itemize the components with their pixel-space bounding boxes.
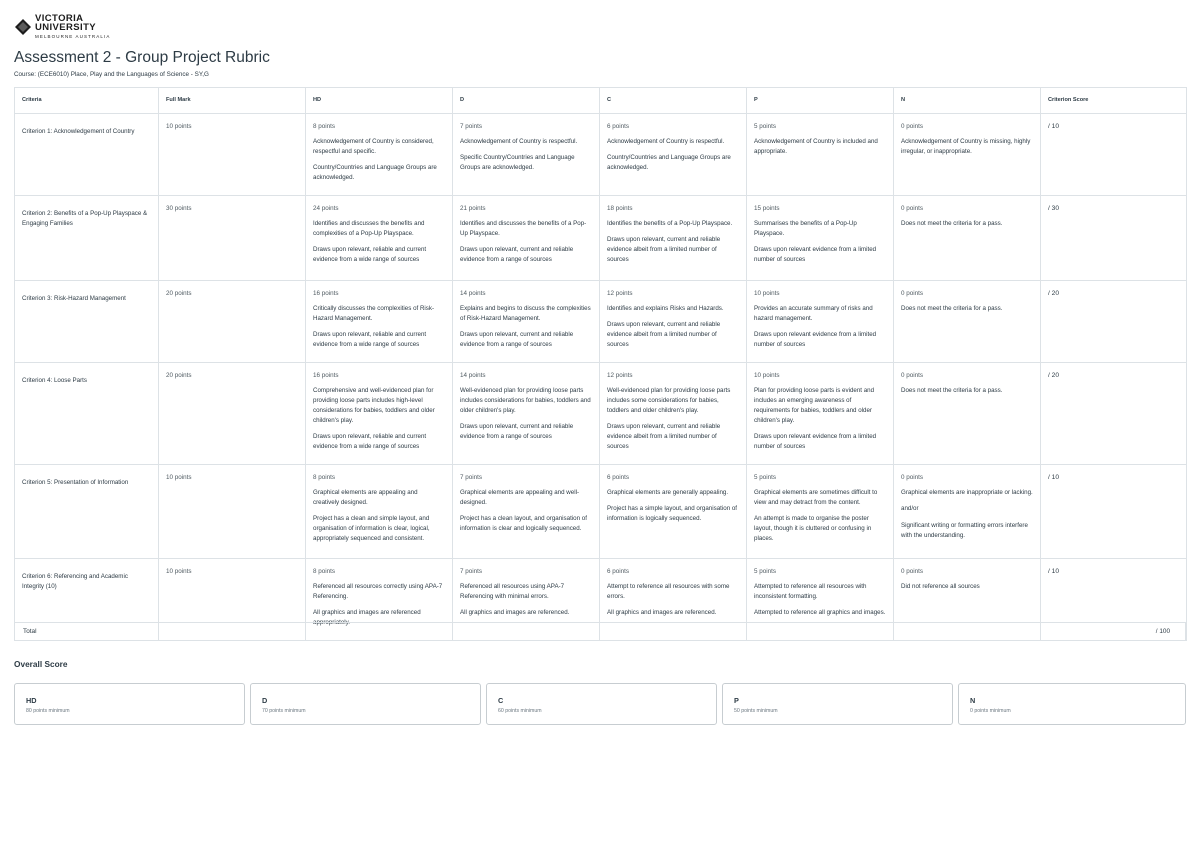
rating-description-line: Referenced all resources using APA-7 Referencing with minimal errors. — [460, 583, 565, 600]
rating-description-line: Draws upon relevant, reliable and current evidence from a wide range of sources — [313, 246, 427, 264]
rating-description — [754, 137, 886, 157]
rating-description — [754, 386, 886, 451]
rating-description — [901, 386, 1033, 396]
rating-cell[interactable] — [306, 465, 453, 559]
rating-points: 5 points — [754, 123, 777, 130]
rating-description-line: Graphical elements are inappropriate or lacking. — [901, 489, 1033, 497]
rating-description-line: Project has a clean and simple layout, and organisation of information is clear, logical, appropriately sequenced and consistent. — [313, 515, 430, 542]
total-value: / 100 — [1155, 628, 1170, 635]
rating-description — [901, 304, 1033, 314]
grade-minimum: 70 points minimum — [262, 708, 306, 714]
rating-description — [754, 488, 886, 543]
criterion-score: / 20 — [1041, 363, 1187, 465]
rating-description-line: Graphical elements are generally appealing. — [607, 489, 729, 497]
rating-description-line: Graphical elements are appealing and creatively designed. — [313, 489, 418, 506]
rating-description-line: Draws upon relevant, current and reliable evidence albeit from a limited number of sources — [607, 321, 721, 349]
header-criterion-score: Criterion Score — [1041, 88, 1187, 114]
rating-cell[interactable] — [453, 465, 600, 559]
rating-description — [460, 488, 592, 534]
rating-description — [460, 386, 592, 441]
rating-description-line: Acknowledgement of Country is included and appropriate. — [754, 138, 878, 155]
rating-description — [460, 137, 592, 173]
rating-cell[interactable] — [306, 281, 453, 363]
rating-description — [313, 219, 445, 265]
rating-points: 6 points — [607, 568, 630, 576]
rating-cell[interactable] — [894, 363, 1041, 465]
grade-minimum: 0 points minimum — [970, 708, 1011, 714]
rating-points: 6 points — [607, 123, 630, 130]
rating-points: 10 points — [754, 290, 780, 298]
rating-points: 18 points — [607, 205, 633, 213]
rating-points: 14 points — [460, 290, 486, 298]
rating-description-line: Graphical elements are appealing and well-designed. — [460, 489, 580, 506]
rating-description-line: Draws upon relevant, current and reliable evidence albeit from a limited number of sources — [607, 236, 721, 264]
total-label: Total — [23, 628, 37, 635]
header-c: C — [600, 88, 747, 114]
rating-points: 8 points — [313, 123, 336, 130]
criterion-row — [15, 196, 1187, 281]
criterion-full-mark: 20 points — [159, 363, 306, 465]
rating-description-line: Did not reference all sources — [901, 583, 980, 591]
rating-description-line: Does not meet the criteria for a pass. — [901, 305, 1003, 313]
rating-description-line: Provides an accurate summary of risks and hazard management. — [754, 305, 873, 322]
rating-cell[interactable] — [600, 114, 747, 196]
rating-description-line: Draws upon relevant, reliable and current evidence from a wide range of sources — [313, 331, 427, 349]
rating-description-line: Identifies and explains Risks and Hazards. — [607, 305, 724, 313]
rating-description-line: Well-evidenced plan for providing loose parts includes considerations for babies, toddlers and older children's play. — [460, 387, 591, 414]
rating-cell[interactable] — [600, 281, 747, 363]
rating-description-line: Significant writing or formatting errors interfere with the understanding. — [901, 521, 1028, 539]
criterion-row — [15, 281, 1187, 363]
rating-description-line: Acknowledgement of Country is respectful. — [460, 138, 578, 145]
grade-card-n — [958, 683, 1186, 725]
rating-description-line: Acknowledgement of Country is respectful. — [607, 138, 725, 145]
rating-points: 24 points — [313, 205, 339, 213]
rating-description — [607, 219, 739, 265]
grade-minimum: 50 points minimum — [734, 708, 778, 714]
rating-cell[interactable] — [747, 363, 894, 465]
rating-description-line: Specific Country/Countries and Language Groups are acknowledged. — [460, 154, 575, 172]
rating-description — [313, 137, 445, 183]
rating-description — [313, 582, 445, 628]
rating-points: 10 points — [754, 372, 780, 380]
criterion-full-mark: 10 points — [159, 114, 306, 196]
rating-cell[interactable] — [453, 363, 600, 465]
header-p: P — [747, 88, 894, 114]
criterion-full-mark: 10 points — [159, 465, 306, 559]
header-d: D — [453, 88, 600, 114]
rating-description-line: Acknowledgement of Country is considered, respectful and specific. — [313, 138, 434, 155]
rating-description-line: Draws upon relevant evidence from a limited number of sources — [754, 331, 877, 349]
criterion-row — [15, 363, 1187, 465]
criterion-name: Criterion 5: Presentation of Information — [15, 465, 159, 559]
header-full-mark: Full Mark — [159, 88, 306, 114]
rating-description — [460, 219, 592, 265]
rating-cell[interactable] — [453, 114, 600, 196]
rating-cell[interactable] — [747, 114, 894, 196]
rating-description-line: Comprehensive and well-evidenced plan for providing loose parts includes high-level considerations for babies, toddlers and older children's play. — [313, 387, 435, 424]
rating-description-line: Draws upon relevant evidence from a limited number of sources — [754, 246, 877, 264]
rating-description — [754, 304, 886, 350]
rating-description-line: Identifies the benefits of a Pop-Up Playspace. — [607, 220, 733, 228]
rating-points: 7 points — [460, 568, 483, 576]
rating-cell[interactable] — [747, 465, 894, 559]
rating-description-line: Graphical elements are sometimes difficult to view and may detract from the content. — [754, 489, 878, 506]
rating-description-line: Attempted to reference all graphics and images. — [754, 609, 886, 617]
rating-cell[interactable] — [306, 363, 453, 465]
rating-cell[interactable] — [894, 281, 1041, 363]
rating-points: 0 points — [901, 205, 924, 213]
rating-description-line: Identifies and discusses the benefits and complexities of a Pop-Up Playspace. — [313, 220, 425, 237]
rating-points: 6 points — [607, 474, 630, 482]
rating-description-line: Draws upon relevant, current and reliable evidence from a range of sources — [460, 331, 574, 349]
rating-points: 8 points — [313, 568, 336, 576]
rating-cell[interactable] — [453, 281, 600, 363]
rating-description — [607, 488, 739, 524]
rating-description — [754, 219, 886, 265]
logo-line-3: MELBOURNE AUSTRALIA — [35, 34, 111, 39]
rating-description — [901, 219, 1033, 229]
criterion-score: / 10 — [1041, 114, 1187, 196]
rating-description-line: Identifies and discusses the benefits of a Pop-Up Playspace. — [460, 220, 587, 237]
grade-card-d — [250, 683, 481, 725]
criterion-full-mark: 30 points — [159, 196, 306, 281]
rating-points: 0 points — [901, 123, 924, 130]
criterion-full-mark: 10 points — [159, 559, 306, 641]
university-logo — [15, 14, 110, 40]
rating-description — [607, 304, 739, 350]
criterion-name: Criterion 3: Risk-Hazard Management — [15, 281, 159, 363]
rating-description — [313, 488, 445, 543]
rating-cell[interactable] — [453, 196, 600, 281]
rating-description-line: Draws upon relevant, current and reliable evidence albeit from a limited number of sources — [607, 423, 721, 450]
criterion-score: / 20 — [1041, 281, 1187, 363]
total-row — [14, 622, 1186, 641]
grade-name: P — [734, 696, 739, 705]
rating-description — [607, 386, 739, 451]
rating-description-line: Country/Countries and Language Groups are acknowledged. — [313, 164, 437, 181]
rating-points: 16 points — [313, 290, 339, 298]
rating-description-line: Draws upon relevant evidence from a limited number of sources — [754, 433, 877, 450]
rating-description-line: Plan for providing loose parts is evident and includes an emerging awareness of requirements for babies, toddlers and older children's play. — [754, 387, 875, 424]
grade-name: HD — [26, 696, 37, 705]
criterion-score: / 10 — [1041, 465, 1187, 559]
rating-description-line: Project has a clean layout, and organisation of information is clear and logically sequenced. — [460, 515, 587, 533]
rating-cell[interactable] — [894, 196, 1041, 281]
rating-description-line: Draws upon relevant, current and reliable evidence from a range of sources — [460, 423, 574, 441]
rating-description — [607, 582, 739, 618]
rating-description-line: Draws upon relevant, current and reliable evidence from a range of sources — [460, 246, 574, 264]
rating-description — [901, 582, 1033, 592]
rating-description — [607, 137, 739, 173]
page-title: Assessment 2 - Group Project Rubric — [14, 49, 270, 66]
rating-cell[interactable] — [747, 281, 894, 363]
rating-description — [901, 488, 1033, 540]
header-row — [15, 88, 1187, 114]
rating-points: 12 points — [607, 372, 633, 380]
rating-cell[interactable] — [894, 465, 1041, 559]
rating-description — [460, 304, 592, 350]
rating-points: 8 points — [313, 474, 336, 482]
criterion-name: Criterion 1: Acknowledgement of Country — [15, 114, 159, 196]
header-criteria: Criteria — [15, 88, 159, 114]
rating-description-line: Acknowledgement of Country is missing, highly irregular, or inappropriate. — [901, 138, 1031, 155]
course-label: Course: (ECE6010) Place, Play and the Languages of Science - SY,G — [14, 71, 209, 78]
rating-description-line: Does not meet the criteria for a pass. — [901, 387, 1003, 395]
rating-description — [754, 582, 886, 618]
rating-description — [901, 137, 1033, 157]
rating-description — [313, 304, 445, 350]
logo-line-2: UNIVERSITY — [35, 22, 97, 33]
grade-minimum: 80 points minimum — [26, 708, 70, 714]
rating-description-line: Well-evidenced plan for providing loose parts includes some considerations for babies, toddlers and older children's play. — [607, 387, 731, 414]
rating-description-line: Does not meet the criteria for a pass. — [901, 220, 1003, 228]
rating-description — [460, 582, 592, 618]
criterion-name: Criterion 6: Referencing and Academic Integrity (10) — [15, 559, 159, 641]
criterion-row — [15, 465, 1187, 559]
rating-description-line: Attempted to reference all resources with inconsistent formatting. — [754, 583, 867, 600]
grade-minimum: 60 points minimum — [498, 708, 542, 714]
rating-description-line: Summarises the benefits of a Pop-Up Playspace. — [754, 220, 857, 237]
rubric-table — [14, 87, 1187, 641]
rating-points: 7 points — [460, 123, 483, 130]
rating-description-line: An attempt is made to organise the poster layout, though it is cluttered or confusing in places. — [754, 515, 872, 542]
rating-description-line: Project has a simple layout, and organisation of information is logically sequenced. — [607, 505, 738, 523]
criterion-name: Criterion 4: Loose Parts — [15, 363, 159, 465]
rating-cell[interactable] — [600, 465, 747, 559]
logo-line-1: VICTORIA — [35, 13, 84, 24]
grade-name: N — [970, 696, 976, 705]
rating-points: 21 points — [460, 205, 486, 213]
rating-points: 5 points — [754, 568, 777, 576]
grade-name: D — [262, 696, 268, 705]
rating-points: 7 points — [460, 474, 483, 482]
rating-description-line: All graphics and images are referenced. — [607, 609, 717, 617]
rating-cell[interactable] — [747, 196, 894, 281]
rating-description-line: All graphics and images are referenced. — [460, 609, 570, 617]
rating-points: 16 points — [313, 372, 339, 380]
rating-points: 14 points — [460, 372, 486, 380]
rating-description-line: Draws upon relevant, reliable and current evidence from a wide range of sources — [313, 433, 427, 450]
overall-score-title: Overall Score — [14, 659, 68, 669]
criterion-name: Criterion 2: Benefits of a Pop-Up Playspace & Engaging Families — [15, 196, 159, 281]
rating-description-line: Attempt to reference all resources with some errors. — [607, 583, 730, 600]
rating-description-line: Critically discusses the complexities of Risk-Hazard Management. — [313, 305, 435, 322]
rating-points: 0 points — [901, 568, 924, 576]
grade-name: C — [498, 696, 504, 705]
rating-description-line: Explains and begins to discuss the complexities of Risk-Hazard Management. — [460, 305, 591, 322]
grade-cards — [14, 683, 1186, 725]
grade-card-hd — [14, 683, 245, 725]
rating-cell[interactable] — [306, 196, 453, 281]
rating-cell[interactable] — [600, 196, 747, 281]
rating-cell[interactable] — [306, 114, 453, 196]
header-n: N — [894, 88, 1041, 114]
rating-points: 12 points — [607, 290, 633, 298]
rating-points: 0 points — [901, 372, 924, 380]
header-hd: HD — [306, 88, 453, 114]
criterion-score: / 10 — [1041, 559, 1187, 641]
rating-points: 15 points — [754, 205, 780, 213]
rating-cell[interactable] — [894, 114, 1041, 196]
criterion-score: / 30 — [1041, 196, 1187, 281]
criterion-full-mark: 20 points — [159, 281, 306, 363]
rating-description — [313, 386, 445, 451]
rating-points: 5 points — [754, 474, 777, 482]
criterion-row — [15, 114, 1187, 196]
grade-card-p — [722, 683, 953, 725]
diamond-logo-icon — [15, 19, 31, 35]
rating-description-line: Referenced all resources correctly using APA-7 Referencing. — [313, 583, 443, 600]
rating-cell[interactable] — [600, 363, 747, 465]
rating-description-line: Country/Countries and Language Groups are acknowledged. — [607, 154, 731, 172]
rating-description-line: and/or — [901, 505, 919, 513]
grade-card-c — [486, 683, 717, 725]
rating-points: 0 points — [901, 474, 924, 482]
rating-description-line: All graphics and images are referenced appropriately. — [313, 609, 421, 627]
rating-points: 0 points — [901, 290, 924, 298]
